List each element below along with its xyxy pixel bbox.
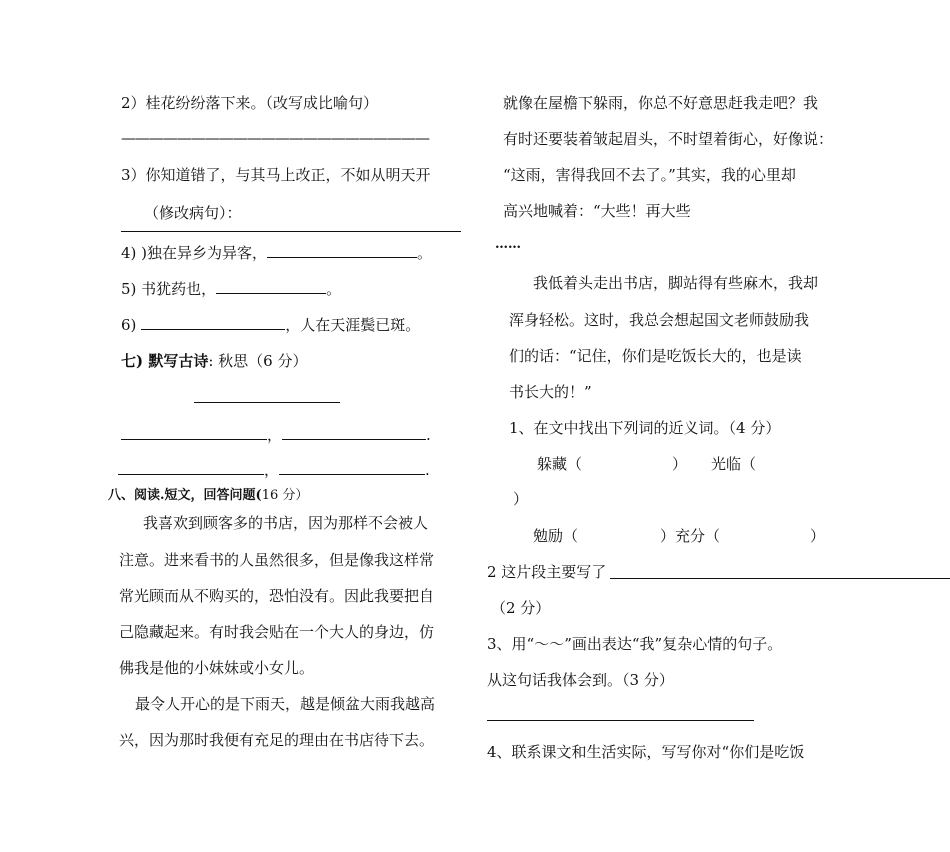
blank-q4[interactable] bbox=[267, 243, 417, 258]
synonym-hide-label: 躲藏（ bbox=[537, 455, 583, 473]
question-5-prefix: 5) 书犹药也， bbox=[121, 280, 217, 298]
section-7-bold: 七) 默写古诗 bbox=[121, 352, 209, 370]
answer-line-r2[interactable] bbox=[610, 578, 950, 579]
passage-p2-line1: 最令人开心的是下雨天，越是倾盆大雨我越高 bbox=[135, 695, 436, 713]
section-7-rest: : 秋思（6 分） bbox=[208, 352, 308, 370]
passage-right-line4: 高兴地喊着：“大些！再大些 bbox=[503, 202, 691, 220]
synonym-hide-close: ） bbox=[672, 455, 688, 473]
blank-poem-2b[interactable] bbox=[279, 460, 425, 475]
poem-period-2: . bbox=[425, 461, 430, 479]
question-r2-score: （2 分） bbox=[491, 599, 551, 617]
synonym-full-label: 充分（ bbox=[675, 527, 721, 545]
section-8-title-text: 八、阅读.短文，回答问题( bbox=[108, 488, 262, 503]
passage-p3-line1: 我低着头走出书店，脚站得有些麻木，我却 bbox=[533, 274, 819, 292]
passage-right-line3: “这雨，害得我回不去了。”其实，我的心里却 bbox=[503, 166, 796, 184]
poem-comma-1: ， bbox=[267, 426, 283, 444]
poem-title-line[interactable] bbox=[194, 402, 340, 403]
question-4-prefix: 4) )独在异乡为异客， bbox=[121, 244, 268, 262]
question-3-line1: 3）你知道错了，与其马上改正，不如从明天开 bbox=[121, 166, 431, 184]
blank-q5[interactable] bbox=[216, 279, 326, 294]
passage-p3-line2: 浑身轻松。这时，我总会想起国文老师鼓励我 bbox=[509, 311, 810, 329]
passage-p1-line1: 我喜欢到顾客多的书店，因为那样不会被人 bbox=[143, 514, 429, 532]
question-6-suffix: ，人在天涯鬓已斑。 bbox=[285, 316, 421, 334]
section-8-score: 16 分） bbox=[261, 488, 309, 503]
synonym-encourage-close: ） bbox=[660, 527, 676, 545]
synonym-encourage-label: 勉励（ bbox=[533, 527, 579, 545]
question-2-rewrite: 2）桂花纷纷落下来。（改写成比喻句） bbox=[121, 94, 379, 112]
poem-line-1 bbox=[121, 425, 431, 445]
poem-comma-2: ， bbox=[264, 461, 280, 479]
question-r1: 1、在文中找出下列词的近义词。（4 分） bbox=[509, 419, 781, 437]
answer-line-r3[interactable] bbox=[487, 720, 754, 721]
passage-p3-line3: 们的话：“记住，你们是吃饭长大的，也是读 bbox=[509, 347, 802, 365]
passage-right-line1: 就像在屋檐下躲雨，你总不好意思赶我走吧？我 bbox=[503, 94, 819, 112]
synonym-visit-close: ） bbox=[513, 490, 529, 508]
question-r3-line2: 从这句话我体会到。（3 分） bbox=[487, 671, 674, 689]
passage-p1-line5: 佛我是他的小妹妹或小女儿。 bbox=[119, 659, 315, 677]
question-4-suffix: 。 bbox=[417, 244, 433, 262]
passage-p1-line4: 己隐藏起来。有时我会贴在一个大人的身边，仿 bbox=[119, 623, 435, 641]
section-7-title bbox=[121, 351, 307, 371]
passage-ellipsis: …… bbox=[495, 237, 521, 252]
passage-right-line2: 有时还要装着皱起眉头，不时望着街心，好像说： bbox=[503, 130, 834, 148]
synonym-full-close: ） bbox=[810, 527, 826, 545]
passage-p2-line2: 兴，因为那时我便有充足的理由在书店待下去。 bbox=[119, 731, 435, 749]
passage-p1-line3: 常光顾而从不购买的，恐怕没有。因此我要把自 bbox=[119, 587, 435, 605]
question-5 bbox=[121, 279, 341, 299]
question-4 bbox=[121, 243, 432, 263]
passage-p1-line2: 注意。进来看书的人虽然很多，但是像我这样常 bbox=[119, 551, 435, 569]
blank-poem-2a[interactable] bbox=[118, 460, 264, 475]
blank-poem-1b[interactable] bbox=[282, 425, 426, 440]
question-5-suffix: 。 bbox=[326, 280, 342, 298]
answer-dash-line: —————————————————————— bbox=[121, 129, 429, 147]
question-6 bbox=[121, 315, 420, 335]
synonym-hide bbox=[537, 454, 687, 474]
blank-q6[interactable] bbox=[141, 315, 285, 330]
question-3-line2: （修改病句）： bbox=[144, 204, 242, 222]
question-6-prefix: 6) bbox=[121, 316, 137, 334]
question-r4: 4、联系课文和生活实际，写写你对“你们是吃饭 bbox=[487, 743, 805, 761]
poem-line-2 bbox=[118, 460, 430, 480]
synonym-encourage bbox=[533, 526, 825, 546]
blank-poem-1a[interactable] bbox=[121, 425, 267, 440]
question-r2: 2 这片段主要写了 bbox=[487, 563, 607, 581]
answer-line-q3 bbox=[121, 231, 461, 232]
question-r3: 3、用“～～”画出表达“我”复杂心情的句子。 bbox=[487, 635, 783, 653]
synonym-visit: 光临（ bbox=[711, 455, 757, 473]
section-8-title bbox=[108, 486, 308, 506]
passage-p3-line4: 书长大的！” bbox=[509, 383, 592, 401]
poem-period-1: . bbox=[426, 426, 431, 444]
